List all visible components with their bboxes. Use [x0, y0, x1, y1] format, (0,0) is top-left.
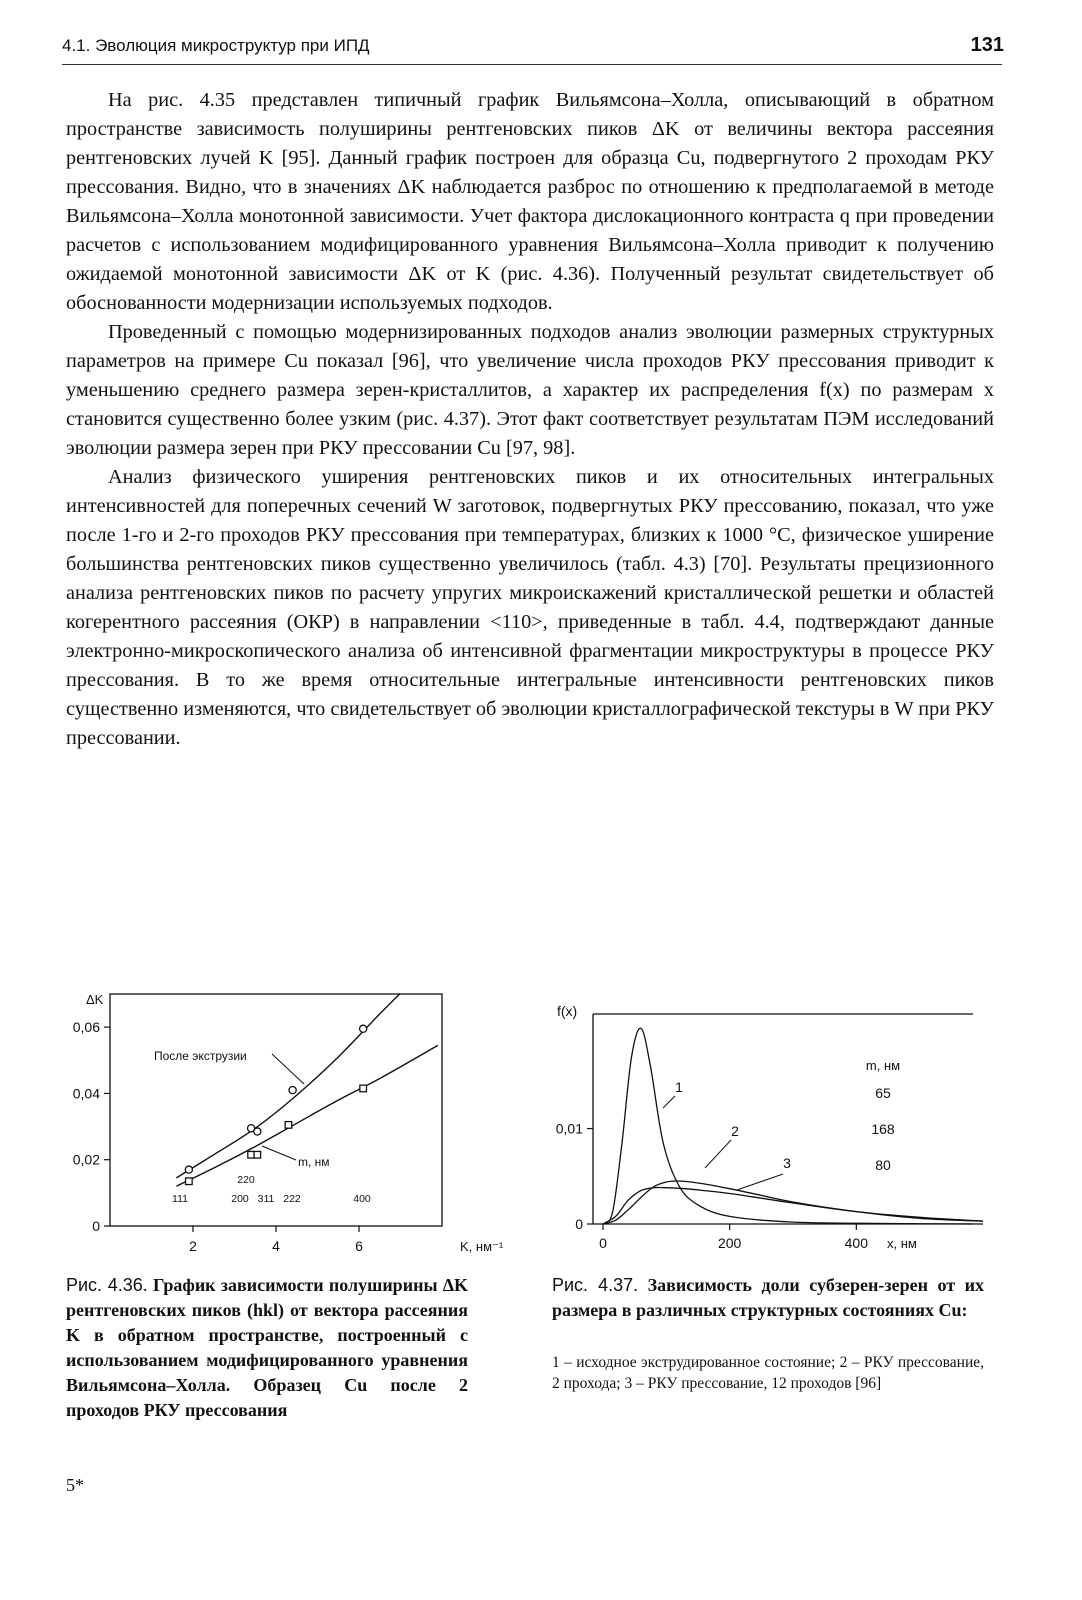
curve-label-1: 1	[675, 1079, 683, 1095]
y-tick-label: 0,06	[72, 1019, 100, 1036]
x-tick-label: 6	[355, 1238, 363, 1254]
figure-436-caption-label: Рис. 4.36.	[66, 1275, 148, 1295]
curve-label-1-leader	[663, 1096, 675, 1108]
x-tick-label: 4	[272, 1238, 280, 1254]
legend-value-2: 168	[871, 1121, 895, 1137]
y-axis-label: ΔK	[86, 992, 104, 1007]
data-point-square	[285, 1122, 292, 1129]
x-tick-label: 400	[844, 1235, 869, 1251]
figure-436	[50, 976, 510, 1266]
data-point-circle	[254, 1128, 261, 1135]
x-tick-label: 2	[189, 1238, 197, 1254]
hkl-label: 111	[172, 1193, 188, 1205]
signature-mark: 5*	[66, 1475, 84, 1495]
hkl-label: 220	[237, 1174, 255, 1186]
figure-436-caption-text: График зависимости полуширины ΔK рентгеновских пиков (hkl) от вектора рассеяния K в обратном пространстве, построенный с использованием модифицированного уравнения Вильямсона–Холла. Образец Cu после 2 проходов РКУ прессования	[66, 1275, 468, 1420]
hkl-label: 222	[283, 1193, 301, 1205]
header-rule	[62, 64, 1002, 65]
curve-label-3-leader	[737, 1174, 783, 1190]
legend-value-3: 80	[875, 1157, 891, 1173]
figure-437-caption-text: Зависимость доли субзерен-зерен от их размера в различных структурных состояниях Cu:	[552, 1275, 984, 1320]
data-point-circle	[289, 1087, 296, 1094]
y-tick-label: 0,02	[72, 1151, 100, 1168]
x-axis-label: x, нм	[887, 1236, 917, 1251]
figure-437	[545, 992, 985, 1262]
page-number: 131	[970, 34, 1004, 56]
running-head: 4.1. Эволюция микроструктур при ИПД	[62, 36, 370, 55]
paragraph-3: Анализ физического уширения рентгеновских пиков и их относительных интегральных интенсивностей для поперечных сечений W заготовок, подвергнутых РКУ прессованию, показал, что уже после 1-го и 2-го проходов РКУ прессования при температурах, близких к 1000 °C, физическое уширение большинства рентгеновских пиков существенно увеличилось (табл. 4.3) [70]. Результаты прецизионного анализа рентгеновских пиков по расчету упругих микроискажений кристаллической решетки и областей когерентного рассеяния (ОКР) в направлении <110>, приведенные в табл. 4.4, подтверждают данные электронно-микроскопического анализа об интенсивной фрагментации микроструктуры в процессе РКУ прессования. В то же время относительные интегральные интенсивности рентгеновских пиков существенно изменяются, что свидетельствует об эволюции кристаллографической текстуры в W при РКУ прессовании.	[66, 466, 994, 749]
y-tick-label: 0,01	[555, 1120, 583, 1137]
figure-437-caption	[552, 1273, 984, 1323]
data-point-circle	[185, 1166, 192, 1173]
curve-label-3: 3	[783, 1155, 791, 1171]
paragraph-1: На рис. 4.35 представлен типичный график Вильямсона–Холла, описывающий в обратном пространстве зависимость полуширины рентгеновских пиков ΔK от величины вектора рассеяния рентгеновских лучей K [95]. Данный график построен для образца Cu, подвергнутого 2 проходам РКУ прессования. Видно, что в значениях ΔK наблюдается разброс по отношению к предполагаемой в методе Вильямсона–Холла монотонной зависимости. Учет фактора дислокационного контраста q при проведении расчетов с использованием модифицированного уравнения Вильямсона–Холла приводит к получению ожидаемой монотонной зависимости ΔK от K (рис. 4.36). Полученный результат свидетельствует об обоснованности модернизации используемых подходов.	[66, 89, 994, 314]
curve-1	[603, 1028, 983, 1224]
data-point-circle	[360, 1025, 367, 1032]
x-tick-label: 0	[599, 1235, 607, 1251]
plot-frame	[110, 994, 442, 1226]
y-axis-label: f(x)	[557, 1003, 578, 1019]
legend-title: m, нм	[865, 1058, 901, 1073]
annotation-extrusion-leader	[272, 1054, 304, 1084]
annotation-m-leader	[262, 1146, 296, 1160]
paragraph-2: Проведенный с помощью модернизированных подходов анализ эволюции размерных структурных параметров на примере Cu показал [96], что увеличение числа проходов РКУ прессования приводит к уменьшению среднего размера зерен-кристаллитов, а характер их распределения f(x) по размерам x становится существенно более узким (рис. 4.37). Этот факт соответствует результатам ПЭМ исследований эволюции размера зерен при РКУ прессовании Cu [97, 98].	[66, 321, 994, 459]
hkl-label: 400	[353, 1193, 371, 1205]
figure-436-caption	[66, 1273, 468, 1423]
chart-436	[50, 976, 510, 1266]
body-text	[66, 86, 994, 753]
curve-label-2: 2	[731, 1123, 739, 1139]
y-tick-label: 0	[92, 1218, 100, 1234]
hkl-label: 200	[231, 1193, 249, 1205]
data-point-square	[186, 1178, 193, 1185]
annotation-m: m, нм	[298, 1155, 330, 1169]
figure-437-legend: 1 – исходное экструдированное состояние; 2 – РКУ прессование, 2 прохода; 3 – РКУ прессование, 12 проходов [96]	[552, 1354, 984, 1392]
legend-value-1: 65	[875, 1085, 891, 1101]
data-point-square	[254, 1151, 261, 1158]
figure-437-caption-label: Рис. 4.37.	[552, 1275, 639, 1295]
data-point-square	[360, 1085, 367, 1092]
x-tick-label: 200	[717, 1235, 742, 1251]
hkl-label: 311	[257, 1193, 275, 1205]
y-tick-label: 0,04	[72, 1085, 100, 1102]
curve-label-2-leader	[705, 1140, 731, 1168]
annotation-extrusion: После экструзии	[154, 1049, 247, 1063]
x-axis-label: K, нм⁻¹	[460, 1239, 504, 1254]
chart-437	[545, 992, 985, 1262]
y-tick-label: 0	[575, 1216, 583, 1232]
